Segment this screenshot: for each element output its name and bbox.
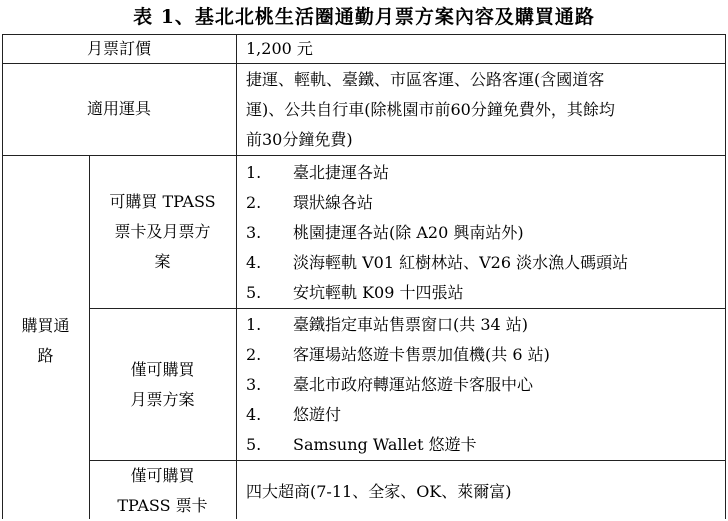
plan-only-label: 僅可購買 月票方案 bbox=[130, 360, 195, 409]
table-rule-3 bbox=[89, 308, 726, 309]
tpass-both-label: 可購買 TPASS 票卡及月票方 案 bbox=[109, 192, 216, 271]
list-item: 3. 桃園捷運各站(除 A20 興南站外) bbox=[246, 223, 524, 242]
list-item: 5. Samsung Wallet 悠遊卡 bbox=[246, 435, 477, 454]
list-item: 4. 悠遊付 bbox=[246, 405, 342, 424]
vehicles-line: 運)、公共自行車(除桃園市前60分鐘免費外，其餘均 bbox=[246, 100, 615, 119]
card-only-value: 四大超商(7-11、全家、OK、萊爾富) bbox=[246, 482, 512, 501]
table-rule-mid bbox=[236, 34, 237, 519]
table-rule-right bbox=[725, 34, 726, 519]
vehicles-line: 捷運、輕軌、臺鐵、市區客運、公路客運(含國道客 bbox=[246, 70, 605, 89]
plan-only-list bbox=[246, 310, 550, 460]
vehicles-label: 適用運具 bbox=[86, 99, 151, 118]
price-label: 月票訂價 bbox=[86, 39, 151, 58]
tpass-both-list bbox=[246, 158, 628, 308]
card-only-label: 僅可購買 TPASS 票卡 bbox=[117, 466, 208, 515]
vehicles-text bbox=[246, 65, 615, 155]
table-title: 表 1、基北北桃生活圈通勤月票方案內容及購買通路 bbox=[133, 6, 595, 28]
list-item: 4. 淡海輕軌 V01 紅樹林站、V26 淡水漁人碼頭站 bbox=[246, 253, 629, 272]
channels-label: 購買通 路 bbox=[21, 316, 70, 365]
list-item: 3. 臺北市政府轉運站悠遊卡客服中心 bbox=[246, 375, 534, 394]
list-item: 2. 環狀線各站 bbox=[246, 193, 374, 212]
table-rule-2 bbox=[2, 155, 726, 156]
price-value: 1,200 元 bbox=[246, 39, 313, 58]
list-item: 1. 臺北捷運各站 bbox=[246, 163, 390, 182]
list-item: 2. 客運場站悠遊卡售票加值機(共 6 站) bbox=[246, 345, 550, 364]
list-item: 1. 臺鐵指定車站售票窗口(共 34 站) bbox=[246, 315, 529, 334]
list-item: 5. 安坑輕軌 K09 十四張站 bbox=[246, 283, 464, 302]
vehicles-line: 前30分鐘免費) bbox=[246, 130, 353, 149]
